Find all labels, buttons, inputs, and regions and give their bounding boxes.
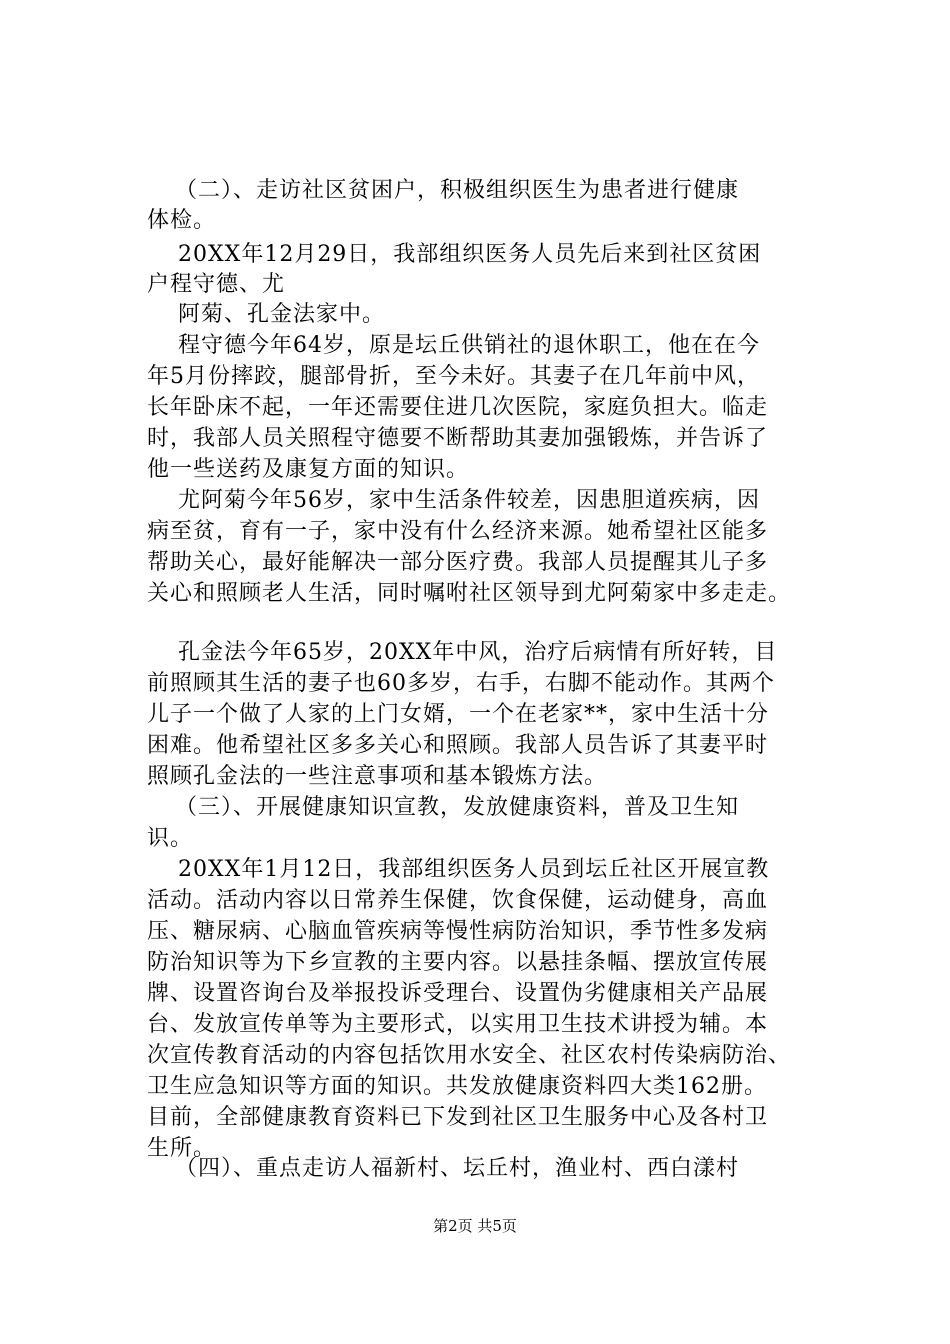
text-line: 孔金法今年65岁，20XX年中风，治疗后病情有所好转，目 [178, 640, 778, 665]
text-line: 年5月份摔跤，腿部骨折，至今未好。其妻子在几年前中风， [147, 364, 760, 389]
text-line: 阿菊、孔金法家中。 [178, 302, 386, 327]
text-line: 病至贫，育有一子，家中没有什么经济来源。她希望社区能多 [147, 519, 769, 544]
text-line: 卫生应急知识等方面的知识。共发放健康资料四大类162册。 [147, 1074, 767, 1099]
text-line: 他一些送药及康复方面的知识。 [147, 457, 470, 482]
text-line: 防治知识等为下乡宣教的主要内容。以悬挂条幅、摆放宣传展 [147, 950, 769, 975]
text-line: 牌、设置咨询台及举报投诉受理台、设置伪劣健康相关产品展 [147, 981, 769, 1006]
text-line: 儿子一个做了人家的上门女婿，一个在老家**，家中生活十分 [147, 702, 770, 727]
text-line: 次宣传教育活动的内容包括饮用水安全、社区农村传染病防治、 [147, 1043, 792, 1068]
text-line: 长年卧床不起，一年还需要住进几次医院，家庭负担大。临走 [147, 395, 769, 420]
text-line: 20XX年12月29日，我部组织医务人员先后来到社区贫困 [178, 242, 762, 267]
text-line: 台、发放宣传单等为主要形式，以实用卫生技术讲授为辅。本 [147, 1012, 769, 1037]
text-line: 前照顾其生活的妻子也60多岁，右手，右脚不能动作。其两个 [147, 671, 775, 696]
text-line: （四）、重点走访人福新村、坛丘村，渔业村、西白漾村 [175, 1156, 740, 1181]
text-line: （二）、走访社区贫困户，积极组织医生为患者进行健康 [175, 178, 740, 203]
text-line: 时，我部人员关照程守德要不断帮助其妻加强锻炼，并告诉了 [147, 426, 769, 451]
text-line: 20XX年1月12日，我部组织医务人员到坛丘社区开展宣教 [178, 857, 770, 882]
text-line: 活动。活动内容以日常养生保健，饮食保健，运动健身，高血 [147, 888, 769, 913]
text-line: 关心和照顾老人生活，同时嘱咐社区领导到尤阿菊家中多走走。 [147, 581, 792, 606]
text-line: 尤阿菊今年56岁，家中生活条件较差，因患胆道疾病，因 [178, 488, 760, 513]
text-line: 体检。 [147, 208, 217, 233]
text-line: 目前，全部健康教育资料已下发到社区卫生服务中心及各村卫 [147, 1105, 769, 1130]
text-line: （三）、开展健康知识宣教，发放健康资料，普及卫生知 [175, 795, 740, 820]
text-line: 帮助关心，最好能解决一部分医疗费。我部人员提醒其儿子多 [147, 550, 769, 575]
page-footer: 第2页 共5页 [433, 1217, 517, 1235]
text-line: 生所。 [147, 1136, 217, 1161]
text-line: 困难。他希望社区多多关心和照顾。我部人员告诉了其妻平时 [147, 733, 769, 758]
text-line: 压、糖尿病、心脑血管疾病等慢性病防治知识，季节性多发病 [147, 919, 769, 944]
text-line: 程守德今年64岁，原是坛丘供销社的退休职工，他在在今 [178, 333, 760, 358]
text-line: 识。 [147, 826, 194, 851]
text-line: 户程守德、尤 [147, 272, 286, 297]
text-line: 照顾孔金法的一些注意事项和基本锻炼方法。 [147, 764, 608, 789]
